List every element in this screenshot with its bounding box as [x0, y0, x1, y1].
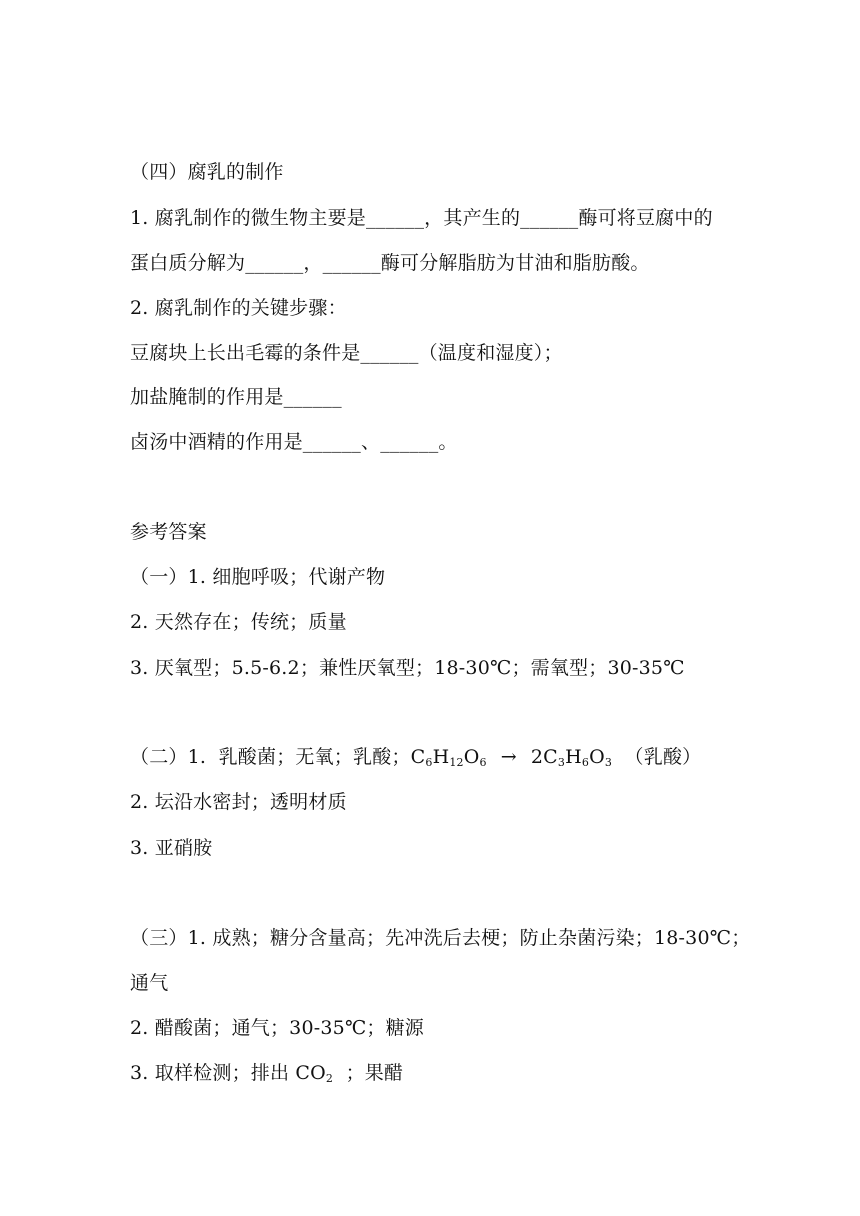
- formula-right: [531, 746, 612, 768]
- answer-3-line-1: （三）1. 成熟；糖分含量高；先冲洗后去梗；防止杂菌污染；18-30℃；: [130, 927, 751, 949]
- question-2-line-2: 加盐腌制的作用是______: [130, 386, 342, 408]
- formula-sub-6: 6: [425, 756, 433, 769]
- answer-1-line-1: （一）1. 细胞呼吸；代谢产物: [130, 566, 386, 588]
- answers-title: 参考答案: [130, 521, 207, 543]
- formula-sub-12: 12: [449, 756, 464, 769]
- answer-3-line-2: 2. 醋酸菌；通气；30-35℃；糖源: [130, 1017, 424, 1039]
- question-2-line-3: 卤汤中酒精的作用是______、______。: [130, 431, 458, 453]
- question-2-line-1: 豆腐块上长出毛霉的条件是______（温度和湿度）；: [130, 342, 563, 364]
- question-1-line-1: 1. 腐乳制作的微生物主要是______，其产生的______酶可将豆腐中的: [130, 207, 713, 229]
- answer-3-line-3: [130, 1061, 403, 1091]
- section-title-4: （四）腐乳的制作: [130, 161, 284, 183]
- answer-2-line-3: 3. 亚硝胺: [130, 837, 213, 859]
- formula-o: O: [463, 746, 480, 768]
- answer-3-line-1b: 通气: [130, 972, 169, 994]
- formula-sub-6b: 6: [479, 756, 487, 769]
- formula-left: [411, 746, 487, 768]
- formula-sub-3: 3: [557, 756, 566, 769]
- answer-3-suffix: ；果醋: [333, 1062, 404, 1084]
- formula-h: H: [432, 746, 450, 768]
- answer-3-prefix: 3. 取样检测；排出 CO: [130, 1062, 326, 1084]
- question-1-line-2: 蛋白质分解为______，______酶可分解脂肪为甘油和脂肪酸。: [130, 252, 650, 274]
- formula-c: C: [410, 746, 426, 768]
- answer-1-line-3: 3. 厌氧型；5.5-6.2；兼性厌氧型；18-30℃；需氧型；30-35℃: [130, 657, 685, 679]
- answer-2-prefix: （二）1. 乳酸菌；无氧；乳酸；: [130, 746, 411, 768]
- answer-2-suffix: （乳酸）: [612, 746, 702, 768]
- reaction-arrow-icon: →: [500, 746, 517, 768]
- formula-2c: 2C: [530, 746, 558, 768]
- co2-subscript: 2: [325, 1072, 334, 1085]
- formula-sub-6c: 6: [581, 756, 590, 769]
- formula-o2: O: [589, 746, 605, 768]
- formula-h2: H: [565, 746, 582, 768]
- answer-1-line-2: 2. 天然存在；传统；质量: [130, 611, 347, 633]
- answer-2-line-1: [130, 745, 701, 775]
- answer-2-line-2: 2. 坛沿水密封；透明材质: [130, 791, 347, 813]
- formula-sub-3b: 3: [604, 756, 613, 769]
- question-2-title: 2. 腐乳制作的关键步骤：: [130, 297, 347, 319]
